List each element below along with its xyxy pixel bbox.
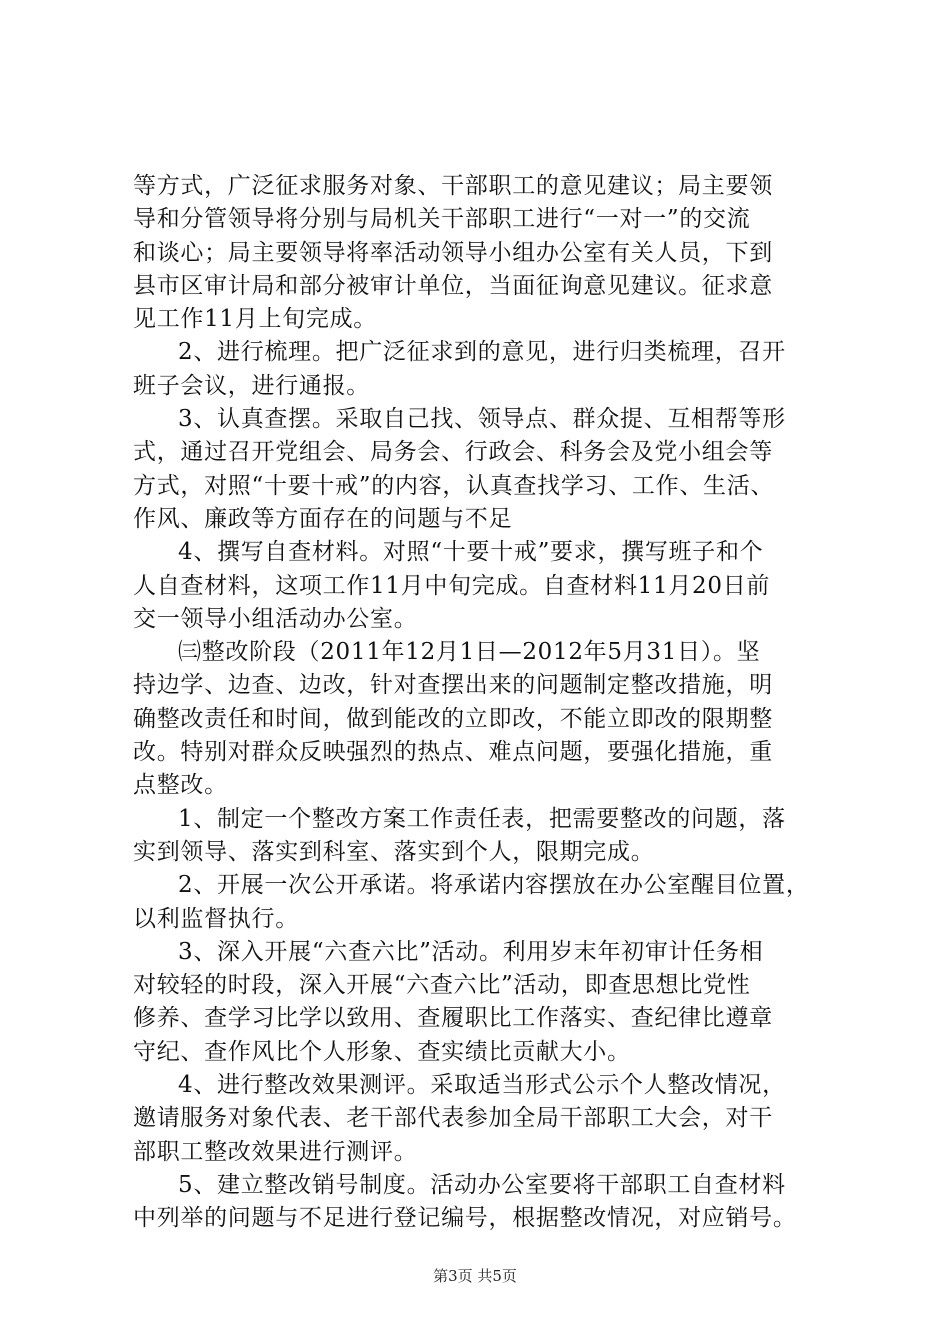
paragraph-start-line: 3、深入开展“六查六比”活动。利用岁末年初审计任务相 xyxy=(178,938,764,965)
text-line: 见工作11月上旬完成。 xyxy=(133,306,377,333)
paragraph-start-line: 1、制定一个整改方案工作责任表，把需要整改的问题，落 xyxy=(178,805,786,832)
paragraph-start-line: 3、认真查摆。采取自己找、领导点、群众提、互相帮等形 xyxy=(178,406,786,433)
text-line: 人自查材料，这项工作11月中旬完成。自查材料11月20日前 xyxy=(133,572,771,599)
text-line: 邀请服务对象代表、老干部代表参加全局干部职工大会，对干 xyxy=(133,1105,773,1132)
text-line: 等方式，广泛征求服务对象、干部职工的意见建议；局主要领 xyxy=(133,173,773,199)
text-line: 修养、查学习比学以致用、查履职比工作落实、查纪律比遵章 xyxy=(133,1005,773,1032)
section-heading-line: ㈢整改阶段（2011年12月1日—2012年5月31日）。坚 xyxy=(178,639,761,666)
text-line: 守纪、查作风比个人形象、查实绩比贡献大小。 xyxy=(133,1038,631,1065)
paragraph-start-line: 2、开展一次公开承诺。将承诺内容摆放在办公室醒目位置， xyxy=(178,872,810,899)
text-line: 作风、廉政等方面存在的问题与不足 xyxy=(133,505,513,532)
text-line: 确整改责任和时间，做到能改的立即改，不能立即改的限期整 xyxy=(133,705,773,732)
paragraph-start-line: 2、进行梳理。把广泛征求到的意见，进行归类梳理，召开 xyxy=(178,339,786,366)
text-line: 中列举的问题与不足进行登记编号，根据整改情况，对应销号。 xyxy=(133,1205,797,1232)
text-line: 对较轻的时段，深入开展“六查六比”活动，即查思想比党性 xyxy=(133,972,751,999)
paragraph-start-line: 4、进行整改效果测评。采取适当形式公示个人整改情况， xyxy=(178,1072,786,1099)
paragraph-start-line: 4、撰写自查材料。对照“十要十戒”要求，撰写班子和个 xyxy=(178,539,764,566)
text-line: 和谈心；局主要领导将率活动领导小组办公室有关人员，下到 xyxy=(133,239,773,266)
text-line: 交一领导小组活动办公室。 xyxy=(133,605,418,632)
text-line: 方式，对照“十要十戒”的内容，认真查找学习、工作、生活、 xyxy=(133,472,775,499)
document-body xyxy=(133,170,839,1236)
text-line: 改。特别对群众反映强烈的热点、难点问题，要强化措施，重 xyxy=(133,739,773,766)
text-line: 点整改。 xyxy=(133,772,228,799)
paragraph-start-line: 5、建立整改销号制度。活动办公室要将干部职工自查材料 xyxy=(178,1171,786,1198)
text-line: 式，通过召开党组会、局务会、行政会、科务会及党小组会等 xyxy=(133,439,773,466)
text-line: 县市区审计局和部分被审计单位，当面征询意见建议。征求意 xyxy=(133,272,773,299)
text-line: 导和分管领导将分别与局机关干部职工进行“一对一”的交流 xyxy=(133,206,751,233)
text-line: 部职工整改效果进行测评。 xyxy=(133,1138,418,1165)
text-line: 持边学、边查、边改，针对查摆出来的问题制定整改措施，明 xyxy=(133,672,773,699)
text-line: 实到领导、落实到科室、落实到个人，限期完成。 xyxy=(133,838,655,865)
text-line: 班子会议，进行通报。 xyxy=(133,372,370,399)
page-number-footer: 第3页 共5页 xyxy=(433,1267,517,1285)
text-line: 以利监督执行。 xyxy=(133,905,299,932)
